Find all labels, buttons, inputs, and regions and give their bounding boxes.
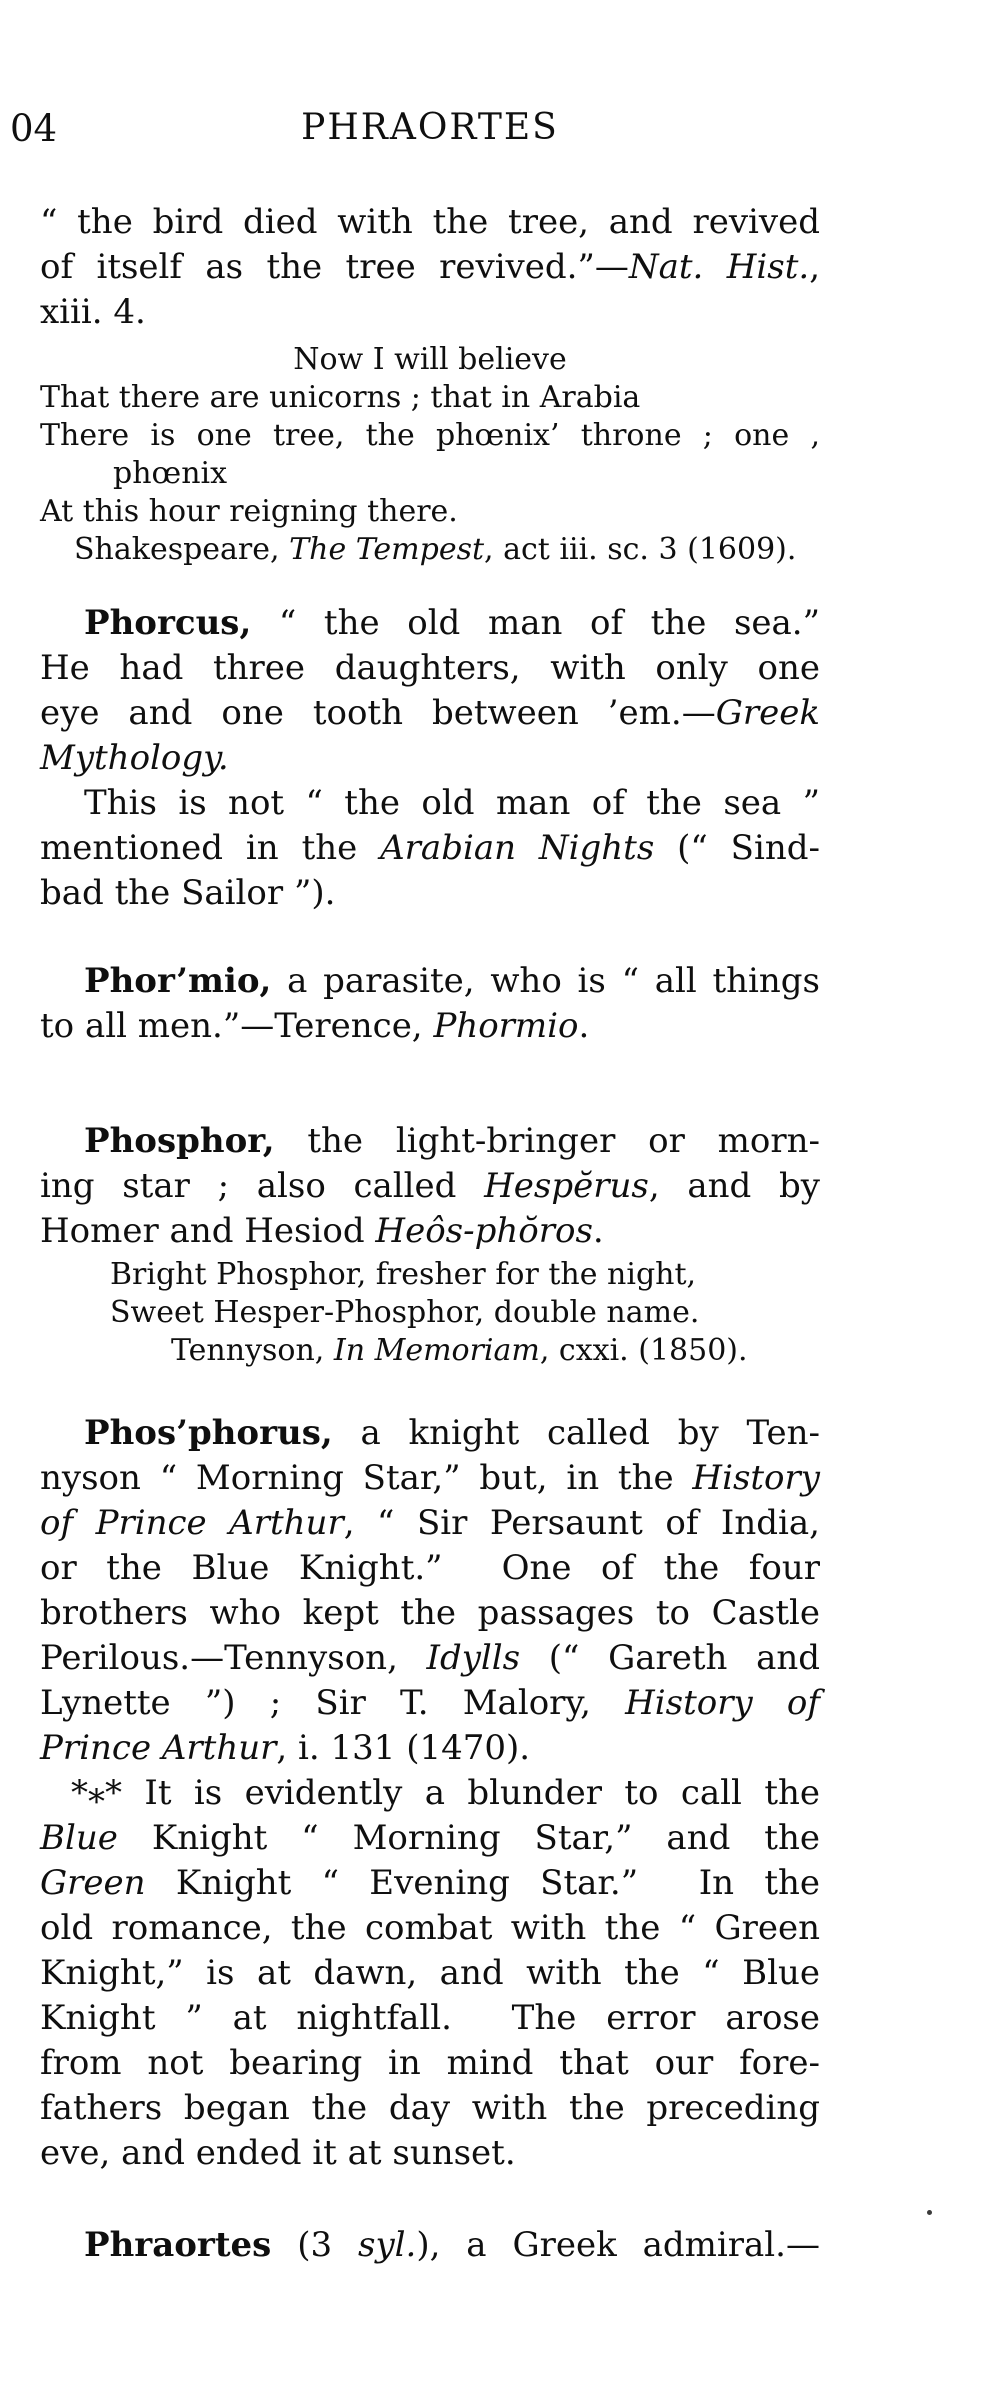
text-segment: old romance, the combat with the “ Green [40,1908,820,1948]
text-segment: (“ Sind- [654,828,820,868]
text-line [40,1681,820,1726]
text-segment: Lynette ”) ; Sir T. Malory, [40,1683,626,1723]
text-segment: eve, and ended it at sunset. [40,2133,516,2173]
text-segment: Now I will believe [293,342,567,377]
text-segment: Tennyson, [171,1333,334,1368]
text-segment: Bright Phosphor, fresher for the night, [110,1257,697,1292]
text-segment: Perilous.—Tennyson, [40,1638,427,1678]
entry-phorcus-paragraph-1 [40,601,820,781]
text-segment: from not bearing in mind that our fore- [40,2043,820,2083]
text-segment: It is evidently a blunder to call the [122,1773,820,1813]
text-line [40,1546,820,1591]
text-segment-i: Hespĕrus [484,1166,649,1206]
text-segment: to all men.”—Terence, [40,1006,434,1046]
text-line [40,1861,820,1906]
text-line [40,871,820,916]
text-line [40,245,820,290]
text-segment: * [71,1773,88,1813]
text-line [40,2223,820,2268]
text-line [40,959,820,1004]
text-segment: “ the bird died with the tree, and revived [40,202,820,242]
running-header: PHRAORTES [301,107,559,148]
quote-continuation-paragraph [40,200,820,335]
text-line [40,455,820,493]
text-segment: . [578,1006,590,1046]
text-segment: . [592,1211,604,1251]
text-segment-i: History [692,1458,820,1498]
text-segment: , “ Sir Persaunt of India, [343,1503,820,1543]
text-segment-i: Heôs-phŏros [375,1211,593,1251]
entry-phosphorus-note [40,1771,820,2176]
text-segment: the light-bringer or morn- [274,1121,820,1161]
text-segment: , [789,418,820,453]
text-line [40,1771,820,1823]
text-line [40,1816,820,1861]
entry-phormio [40,959,820,1049]
text-segment: , cxxi. (1850). [539,1333,748,1368]
text-segment: Homer and Hesiod [40,1211,376,1251]
text-segment-i: Green [40,1863,146,1903]
text-segment: Knight,” is at dawn, and with the “ Blue [40,1953,820,1993]
text-line [40,2086,820,2131]
entry-phosphor [40,1119,820,1254]
text-segment: Shakespeare, [74,532,290,567]
text-segment: Knight “ Evening Star.” In the [145,1863,820,1903]
entry-phorcus-paragraph-2 [40,781,820,916]
text-segment: * [105,1773,122,1813]
text-segment-i: of Prince Arthur [40,1503,344,1543]
tempest-verse-quote [40,341,820,569]
text-segment: (3 [271,2225,358,2265]
text-segment-b: Phosphor, [84,1121,275,1161]
text-segment: “ the old man of the sea.” [251,603,820,643]
page-number: 04 [10,107,58,150]
text-segment: This is not “ the old man of the sea ” [84,783,820,823]
text-segment: , act iii. sc. 3 (1609). [484,532,797,567]
text-line [40,1726,820,1771]
text-line [110,1332,820,1370]
text-segment: nyson “ Morning Star,” but, in the [40,1458,693,1498]
text-line [40,1951,820,1996]
text-segment: of itself as the tree revived.”— [40,247,629,287]
text-line [40,290,820,335]
text-line [40,2041,820,2086]
text-segment-i: Greek [715,693,820,733]
text-segment: Knight “ Morning Star,” and the [117,1818,820,1858]
text-line [40,1004,820,1049]
text-line [40,781,820,826]
text-segment-i: History of [625,1683,820,1723]
text-segment: , [809,247,820,287]
entry-phraortes [40,2223,820,2268]
text-line [40,1996,820,2041]
text-line [40,1209,820,1254]
text-segment: xiii. 4. [40,292,146,332]
text-segment: There is one tree, the phœnix’ throne ; one [40,418,790,453]
text-segment-b: Phraortes [84,2225,272,2265]
text-segment-i: Nat. Hist. [628,247,810,287]
text-line [40,601,820,646]
text-line [40,1456,820,1501]
scan-speck-dot [927,2210,932,2215]
text-segment: a knight called by Ten- [332,1413,820,1453]
text-segment-i: Blue [40,1818,118,1858]
text-segment: a parasite, who is “ all things [271,961,820,1001]
text-segment: ), a Greek admiral.— [416,2225,820,2265]
text-segment-i: Phormio [433,1006,579,1046]
text-segment-i: Prince Arthur [40,1728,277,1768]
text-segment: Sweet Hesper-Phosphor, double name. [110,1295,700,1330]
text-segment: (“ Gareth and [520,1638,821,1678]
text-segment: That there are unicorns ; that in Arabia [40,380,641,415]
text-line [110,1256,820,1294]
text-line [40,736,820,781]
text-segment: mentioned in the [40,828,381,868]
text-segment: , and by [648,1166,820,1206]
text-line [40,493,820,531]
text-segment: Knight ” at nightfall. The error arose [40,1998,820,2038]
text-segment: phœnix [113,456,228,491]
tennyson-verse-quote [40,1256,820,1370]
text-segment-b: Phorcus, [84,603,252,643]
text-segment: brothers who kept the passages to Castle [40,1593,820,1633]
text-line [110,1294,820,1332]
text-segment-i: Mythology. [40,738,229,778]
text-line [40,379,820,417]
text-line [40,2131,820,2176]
text-line [40,1591,820,1636]
text-line [40,1636,820,1681]
text-line [40,826,820,871]
text-line [40,1411,820,1456]
text-segment: , i. 131 (1470). [276,1728,531,1768]
text-line [40,691,820,736]
text-line [40,531,820,569]
text-segment-i: Arabian Nights [380,828,655,868]
text-segment-b: Phor’mio, [84,961,272,1001]
text-segment: fathers began the day with the preceding [40,2088,820,2128]
text-segment-i: The Tempest [289,532,485,567]
text-line [40,417,820,455]
text-segment-i: syl. [358,2225,417,2265]
text-segment: At this hour reigning there. [40,494,458,529]
text-segment: ing star ; also called [40,1166,485,1206]
entry-phosphorus [40,1411,820,1771]
text-line [40,1164,820,1209]
text-line [40,646,820,691]
text-line [40,1906,820,1951]
text-line [40,1119,820,1164]
text-line [40,200,820,245]
text-line [40,341,820,379]
text-segment: or the Blue Knight.” One of the four [40,1548,820,1588]
text-segment: bad the Sailor ”). [40,873,336,913]
text-column [40,0,820,2268]
text-segment-low: * [88,1782,105,1823]
text-segment-b: Phos’phorus, [84,1413,333,1453]
text-segment-i: In Memoriam [333,1333,540,1368]
text-segment: He had three daughters, with only one [40,648,820,688]
text-segment: eye and one tooth between ’em.— [40,693,716,733]
text-line [40,1501,820,1546]
text-segment-i: Idylls [426,1638,521,1678]
